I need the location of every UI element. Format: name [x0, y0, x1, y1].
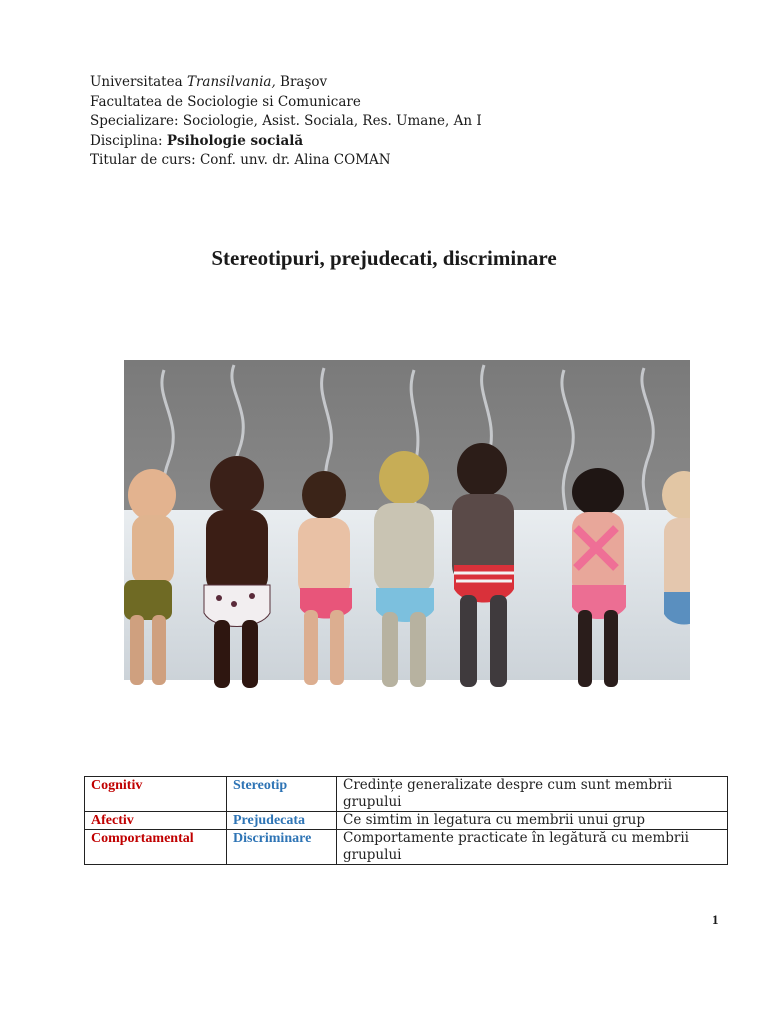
university-line [90, 73, 482, 93]
discipline-label: Disciplina: [90, 132, 167, 149]
toddlers-illustration [124, 360, 690, 697]
table-row [85, 812, 728, 830]
table-row [85, 830, 728, 865]
faculty-line: Facultatea de Sociologie si Comunicare [90, 93, 361, 110]
definition-cell: Comportamente practicate în legătură cu membrii grupului [337, 830, 728, 865]
definition-cell: Credințe generalizate despre cum sunt membrii grupului [337, 777, 728, 812]
concepts-table [84, 776, 728, 865]
toddlers-photo [124, 360, 690, 697]
university-city: Braşov [275, 74, 328, 90]
domain-cell: Comportamental [85, 830, 227, 865]
domain-cell: Afectiv [85, 812, 227, 830]
instructor-line: Titular de curs: Conf. unv. dr. Alina COMAN [90, 152, 391, 168]
table-row [85, 777, 728, 812]
specialization-line: Specializare: Sociologie, Asist. Sociala, Res. Umane, An I [90, 113, 482, 129]
document-header [90, 73, 482, 171]
discipline-value: Psihologie socială [166, 132, 304, 149]
toddler-7 [662, 471, 690, 625]
university-name: Transilvania, [186, 74, 276, 90]
domain-cell: Cognitiv [85, 777, 227, 812]
page-number: 1 [712, 912, 719, 927]
term-cell: Discriminare [227, 830, 337, 865]
discipline-line [90, 132, 482, 152]
university-prefix: Universitatea [90, 74, 187, 90]
term-cell: Prejudecata [227, 812, 337, 830]
document-title: Stereotipuri, prejudecati, discriminare [211, 246, 557, 270]
term-cell: Stereotip [227, 777, 337, 812]
definition-cell: Ce simtim in legatura cu membrii unui grup [337, 812, 728, 830]
